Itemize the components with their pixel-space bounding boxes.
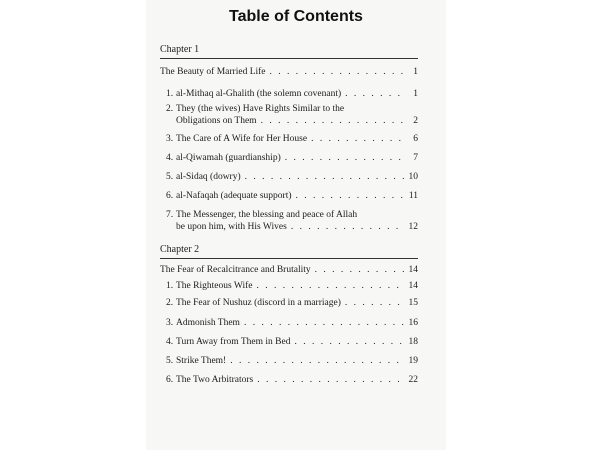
page-number: 10 <box>408 172 418 182</box>
leader-dots <box>311 264 404 276</box>
entry-title-line1: The Messenger, the blessing and peace of Allah <box>176 210 358 220</box>
toc-entry-line1 <box>166 209 418 221</box>
entry-number: 2. <box>166 104 174 114</box>
page-title: Table of Contents <box>229 8 363 25</box>
page-number: 18 <box>408 337 418 347</box>
entry-number: 7. <box>166 210 174 220</box>
toc-entry <box>166 280 418 292</box>
entry-number: 3. <box>166 318 174 328</box>
leader-dots <box>253 374 404 386</box>
toc-entry <box>166 171 418 183</box>
entry-title: al-Sidaq (dowry) <box>176 172 241 182</box>
entry-title: The Two Arbitrators <box>176 375 254 385</box>
chapter-1-label: Chapter 1 <box>160 44 200 55</box>
leader-dots <box>341 297 404 309</box>
page-number: 14 <box>408 281 418 291</box>
entry-number: 1. <box>166 89 174 99</box>
entry-title: The Care of A Wife for Her House <box>176 134 308 144</box>
entry-number: 4. <box>166 153 174 163</box>
page-number: 11 <box>408 191 418 201</box>
toc-entry <box>166 336 418 348</box>
leader-dots <box>307 133 404 145</box>
entry-title: The Fear of Nushuz (discord in a marriage) <box>176 298 341 308</box>
toc-entry <box>166 374 418 386</box>
entry-title: Turn Away from Them in Bed <box>176 337 291 347</box>
toc-entry <box>166 297 418 309</box>
leader-dots <box>257 115 404 127</box>
page-number: 19 <box>408 356 418 366</box>
page-number: 1 <box>413 67 418 77</box>
page-number: 7 <box>413 153 418 163</box>
leader-dots <box>281 152 404 164</box>
page-number: 15 <box>408 298 418 308</box>
entry-number: 5. <box>166 356 174 366</box>
toc-entry <box>166 152 418 164</box>
entry-title: Strike Them! <box>176 356 227 366</box>
leader-dots <box>241 171 404 183</box>
chapter-2-rule <box>160 258 418 259</box>
toc-entry <box>166 88 418 100</box>
page-number: 12 <box>408 222 418 232</box>
leader-dots <box>287 221 404 233</box>
chapter-1-heading <box>160 66 418 78</box>
leader-dots <box>341 88 404 100</box>
leader-dots <box>290 336 404 348</box>
entry-number: 5. <box>166 172 174 182</box>
entry-title-line1: They (the wives) Have Rights Similar to the <box>176 104 345 114</box>
page-number: 22 <box>408 375 418 385</box>
chapter-1-rule <box>160 58 418 59</box>
entry-title: The Righteous Wife <box>176 281 253 291</box>
toc-entry-line1 <box>166 103 418 115</box>
entry-number: 6. <box>166 191 174 201</box>
page-number: 16 <box>408 318 418 328</box>
chapter-2-label: Chapter 2 <box>160 244 200 255</box>
entry-number: 1. <box>166 281 174 291</box>
entry-number: 3. <box>166 134 174 144</box>
chapter-2-heading-text: The Fear of Recalcitrance and Brutality <box>160 265 311 275</box>
leader-dots <box>226 355 404 367</box>
toc-entry <box>166 115 418 127</box>
entry-title: Obligations on Them <box>176 116 257 126</box>
leader-dots <box>266 66 404 78</box>
entry-title: be upon him, with His Wives <box>176 222 287 232</box>
entry-title: al-Mithaq al-Ghalith (the solemn covenant) <box>176 89 342 99</box>
entry-title: Admonish Them <box>176 318 240 328</box>
page-number: 1 <box>413 89 418 99</box>
entry-title: al-Nafaqah (adequate support) <box>176 191 292 201</box>
entry-number: 2. <box>166 298 174 308</box>
toc-entry <box>166 133 418 145</box>
entry-number: 4. <box>166 337 174 347</box>
toc-entry <box>166 317 418 329</box>
entry-number: 6. <box>166 375 174 385</box>
page-number: 14 <box>408 265 418 275</box>
leader-dots <box>240 317 404 329</box>
page-number: 2 <box>413 116 418 126</box>
chapter-2-heading <box>160 264 418 276</box>
leader-dots <box>252 280 404 292</box>
leader-dots <box>292 190 404 202</box>
entry-title: al-Qiwamah (guardianship) <box>176 153 281 163</box>
toc-entry <box>166 355 418 367</box>
toc-entry <box>166 190 418 202</box>
page-number: 6 <box>413 134 418 144</box>
toc-entry <box>166 221 418 233</box>
chapter-1-heading-text: The Beauty of Married Life <box>160 67 266 77</box>
